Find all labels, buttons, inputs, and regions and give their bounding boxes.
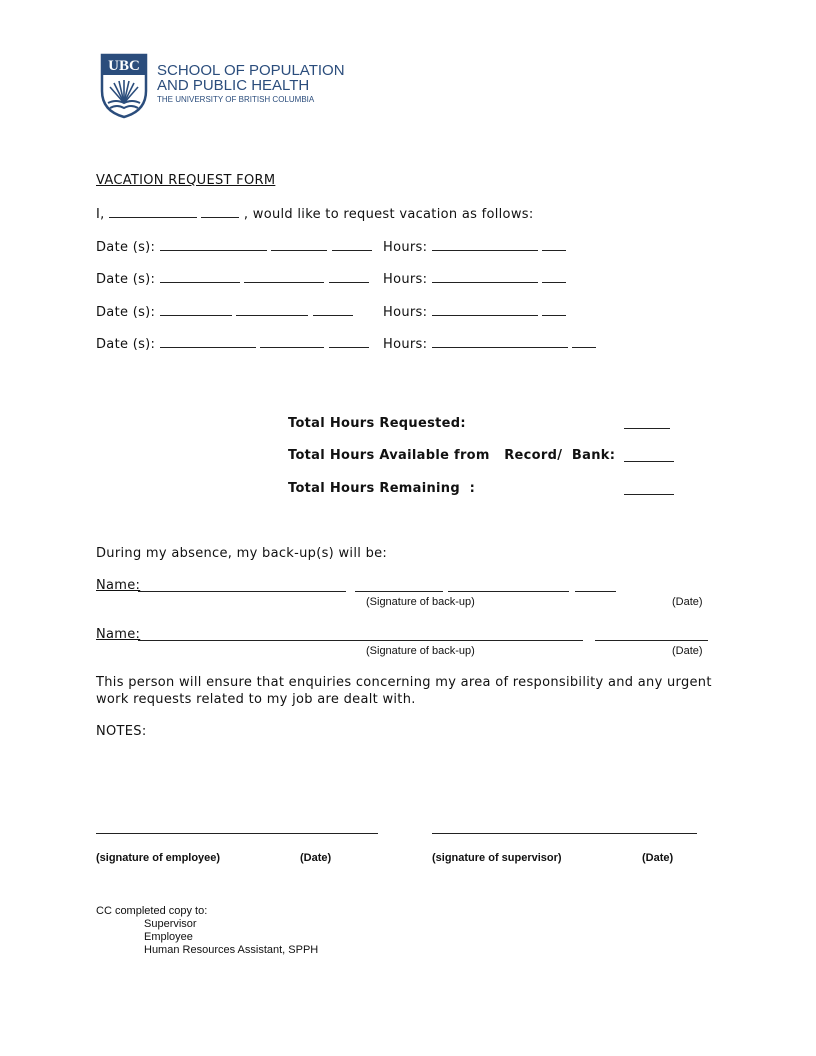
total-hours-remaining-field[interactable] [624, 494, 674, 495]
cc-heading: CC completed copy to: [96, 905, 208, 917]
hours-label: Hours: [383, 272, 428, 287]
backup-signature-field-1b[interactable] [448, 591, 569, 592]
employee-signature-field[interactable] [96, 833, 378, 834]
date-field[interactable] [160, 270, 240, 283]
hours-row-1 [383, 238, 566, 255]
employee-name-field-2[interactable] [201, 205, 239, 218]
date-field[interactable] [313, 303, 353, 316]
date-caption-1: (Date) [672, 596, 703, 608]
backup-date-field-1[interactable] [575, 591, 616, 592]
hours-label: Hours: [383, 305, 428, 320]
total-hours-requested-label: Total Hours Requested: [288, 416, 466, 431]
total-hours-available-label: Total Hours Available from Record/ Bank: [288, 448, 616, 463]
intro-line [96, 205, 534, 222]
assurance-line-2: work requests related to my job are dealt with. [96, 692, 416, 707]
backup-name-label-1: Name: [96, 578, 141, 593]
cc-recipient: Employee [144, 931, 193, 943]
assurance-line-1: This person will ensure that enquiries concerning my area of responsibility and any urgent [96, 675, 712, 690]
supervisor-date-caption: (Date) [642, 852, 674, 864]
date-field[interactable] [160, 303, 232, 316]
signature-caption-2: (Signature of back-up) [366, 645, 475, 657]
supervisor-signature-field[interactable] [432, 833, 697, 834]
signature-caption-1: (Signature of back-up) [366, 596, 475, 608]
total-hours-requested-field[interactable] [624, 428, 670, 429]
hours-label: Hours: [383, 240, 428, 255]
date-field[interactable] [329, 335, 369, 348]
hours-field[interactable] [572, 335, 596, 348]
cc-recipient: Human Resources Assistant, SPPH [144, 944, 319, 956]
backup-date-field-2[interactable] [595, 640, 708, 641]
hours-field[interactable] [432, 270, 538, 283]
hours-row-2 [383, 270, 566, 287]
date-label: Date (s): [96, 272, 156, 287]
date-field[interactable] [329, 270, 369, 283]
hours-field[interactable] [432, 303, 538, 316]
date-field[interactable] [271, 238, 327, 251]
employee-name-field[interactable] [109, 205, 197, 218]
date-field[interactable] [244, 270, 324, 283]
date-field[interactable] [260, 335, 324, 348]
ubc-shield-icon [100, 53, 148, 119]
backup-name-field-2[interactable] [138, 640, 583, 641]
date-label: Date (s): [96, 337, 156, 352]
total-hours-remaining-label: Total Hours Remaining : [288, 481, 476, 496]
employee-signature-caption: (signature of employee) [96, 852, 221, 864]
hours-field[interactable] [542, 270, 566, 283]
employee-date-caption: (Date) [300, 852, 332, 864]
hours-row-4 [383, 335, 596, 352]
date-caption-2: (Date) [672, 645, 703, 657]
intro-prefix: I, [96, 207, 105, 222]
intro-suffix: , would like to request vacation as follows: [243, 207, 534, 222]
date-field[interactable] [160, 335, 256, 348]
backup-name-field-1[interactable] [138, 591, 346, 592]
date-field[interactable] [236, 303, 308, 316]
school-name-line1: SCHOOL OF POPULATION [157, 62, 345, 79]
university-name: THE UNIVERSITY OF BRITISH COLUMBIA [157, 95, 315, 104]
hours-field[interactable] [542, 303, 566, 316]
hours-field[interactable] [432, 238, 538, 251]
hours-field[interactable] [432, 335, 568, 348]
school-name-line2: AND PUBLIC HEALTH [157, 77, 310, 94]
backup-name-label-2: Name: [96, 627, 141, 642]
hours-label: Hours: [383, 337, 428, 352]
shield-letters: UBC [108, 58, 140, 74]
total-hours-available-field[interactable] [624, 461, 674, 462]
date-label: Date (s): [96, 305, 156, 320]
cc-recipient: Supervisor [144, 918, 197, 930]
date-row-4 [96, 335, 369, 352]
notes-label: NOTES: [96, 724, 147, 739]
date-row-1 [96, 238, 372, 255]
form-title: VACATION REQUEST FORM [96, 173, 276, 188]
hours-row-3 [383, 303, 566, 320]
date-field[interactable] [332, 238, 372, 251]
backup-intro: During my absence, my back-up(s) will be: [96, 546, 388, 561]
backup-signature-field-1[interactable] [355, 591, 443, 592]
date-label: Date (s): [96, 240, 156, 255]
date-row-3 [96, 303, 353, 320]
date-row-2 [96, 270, 369, 287]
hours-field[interactable] [542, 238, 566, 251]
supervisor-signature-caption: (signature of supervisor) [432, 852, 562, 864]
date-field[interactable] [160, 238, 267, 251]
